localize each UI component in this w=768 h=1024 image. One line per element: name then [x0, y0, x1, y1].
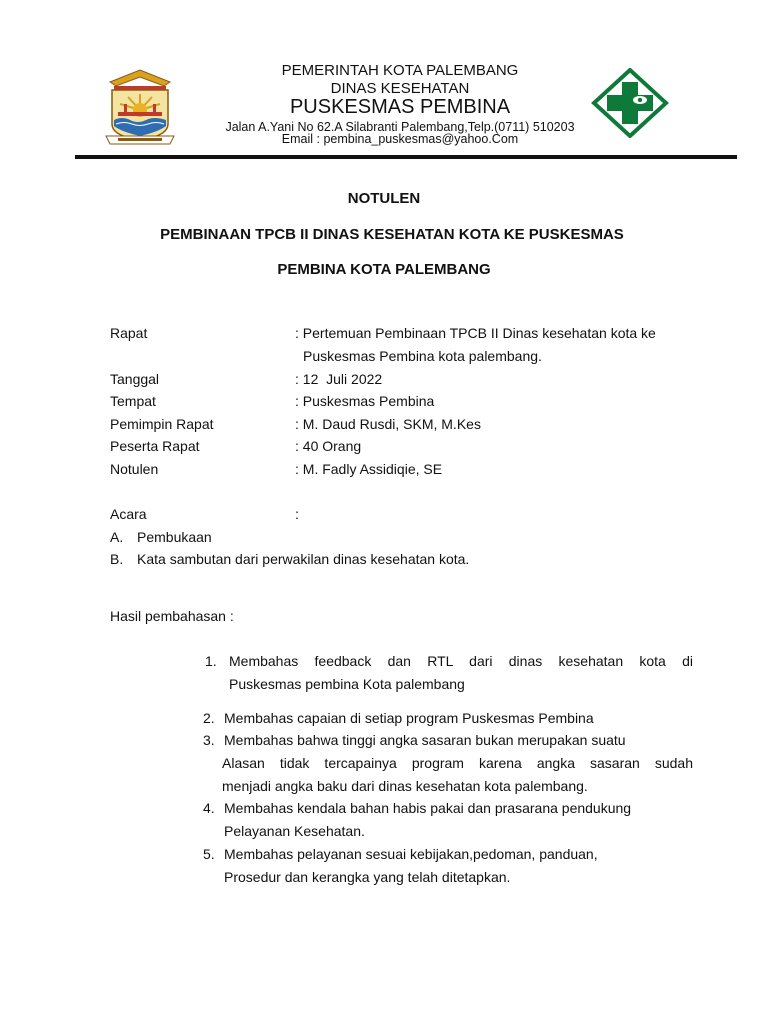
tempat-label: Tempat	[110, 393, 156, 409]
tempat-value: : Puskesmas Pembina	[295, 393, 435, 409]
hasil-item-3-line-2: Alasan tidak tercapainya program karena angka sasaran sudah	[222, 755, 693, 771]
hasil-item-2-marker: 2.	[203, 710, 215, 726]
hasil-pembahasan-label: Hasil pembahasan :	[110, 608, 234, 624]
document-subtitle-line-2: PEMBINA KOTA PALEMBANG	[277, 261, 491, 278]
document-title: NOTULEN	[347, 190, 421, 207]
letterhead-address: Jalan A.Yani No 62.A Silabranti Palembang,Telp.(0711) 510203	[225, 120, 575, 134]
document-subtitle-line-1: PEMBINAAN TPCB II DINAS KESEHATAN KOTA KE PUSKESMAS	[160, 226, 624, 243]
hasil-item-3-marker: 3.	[203, 732, 215, 748]
hasil-item-2: Membahas capaian di setiap program Puskesmas Pembina	[224, 710, 594, 726]
rapat-value: : Pertemuan Pembinaan TPCB II Dinas kesehatan kota ke	[295, 325, 656, 341]
peserta-rapat-value: : 40 Orang	[295, 438, 362, 454]
hasil-item-3-line-3: menjadi angka baku dari dinas kesehatan kota palembang.	[222, 778, 588, 794]
acara-colon: :	[295, 506, 299, 522]
tanggal-label: Tanggal	[110, 371, 160, 387]
tanggal-value: : 12 Juli 2022	[295, 371, 383, 387]
puskesmas-logo-icon	[591, 68, 669, 138]
peserta-rapat-label: Peserta Rapat	[110, 438, 200, 454]
hasil-item-1-marker: 1.	[205, 653, 217, 669]
acara-item-b-marker: B.	[110, 551, 124, 567]
letterhead-divider	[75, 155, 737, 159]
hasil-item-4-line-1: Membahas kendala bahan habis pakai dan prasarana pendukung	[224, 800, 632, 816]
acara-item-a-marker: A.	[110, 529, 124, 545]
notulen-label: Notulen	[110, 461, 159, 477]
pemimpin-rapat-label: Pemimpin Rapat	[110, 416, 214, 432]
notulen-value: : M. Fadly Assidiqie, SE	[295, 461, 443, 477]
hasil-item-4-line-2: Pelayanan Kesehatan.	[224, 823, 365, 839]
hasil-item-1-line-2: Puskesmas pembina Kota palembang	[229, 676, 465, 692]
rapat-value-continued: Puskesmas Pembina kota palembang.	[303, 348, 542, 364]
acara-item-b: Kata sambutan dari perwakilan dinas kesehatan kota.	[137, 551, 470, 567]
hasil-item-5-line-1: Membahas pelayanan sesuai kebijakan,pedoman, panduan,	[224, 846, 598, 862]
hasil-item-4-marker: 4.	[203, 800, 215, 816]
letterhead-name: PUSKESMAS PEMBINA	[289, 96, 511, 118]
palembang-city-emblem-icon	[100, 66, 180, 148]
letterhead-email: Email : pembina_puskesmas@yahoo.Com	[281, 132, 519, 146]
letterhead-government: PEMERINTAH KOTA PALEMBANG	[281, 62, 519, 79]
pemimpin-rapat-value: : M. Daud Rusdi, SKM, M.Kes	[295, 416, 481, 432]
rapat-label: Rapat	[110, 325, 148, 341]
hasil-item-1-line-1: Membahas feedback dan RTL dari dinas kesehatan kota di	[229, 653, 693, 669]
hasil-item-3-line-1: Membahas bahwa tinggi angka sasaran bukan merupakan suatu	[224, 732, 626, 748]
acara-label: Acara	[110, 506, 147, 522]
hasil-item-5-line-2: Prosedur dan kerangka yang telah ditetapkan.	[224, 869, 511, 885]
acara-item-a: Pembukaan	[137, 529, 212, 545]
letterhead-agency: DINAS KESEHATAN	[330, 80, 470, 97]
hasil-item-5-marker: 5.	[203, 846, 215, 862]
